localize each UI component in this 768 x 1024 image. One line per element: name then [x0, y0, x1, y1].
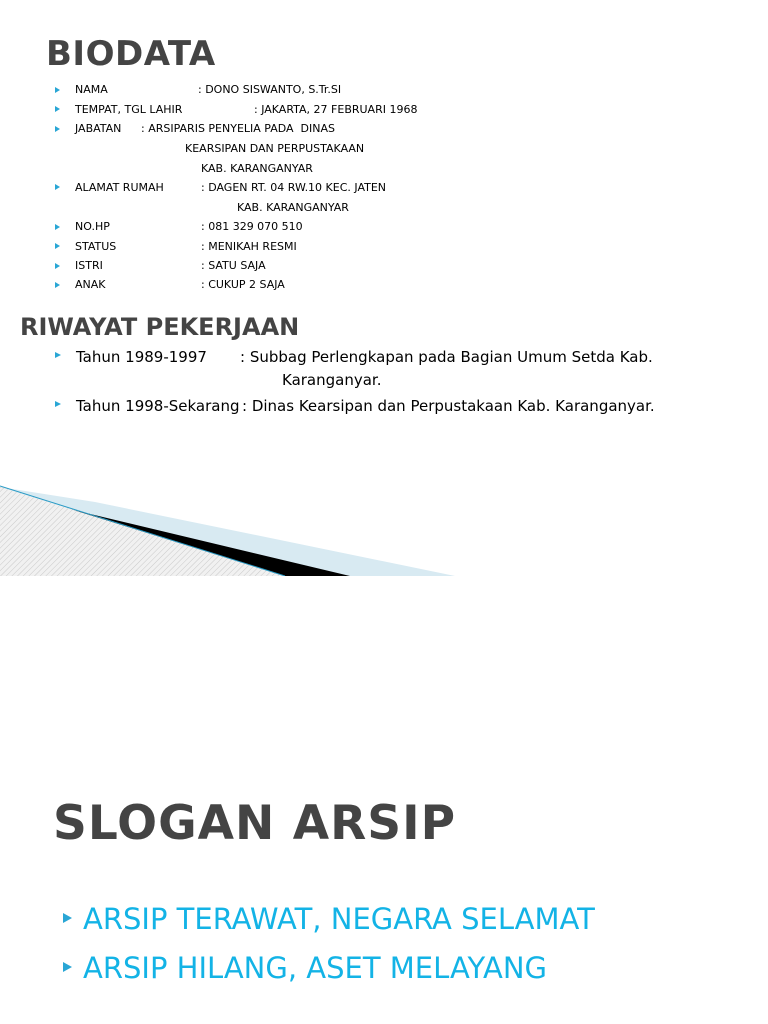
bio-value-jabatan-line2: KEARSIPAN DAN PERPUSTAKAAN [185, 142, 365, 155]
bullet-icon [55, 184, 60, 190]
bullet-icon [55, 87, 60, 93]
bio-label-jabatan: JABATAN [75, 122, 122, 135]
slogan-item-1: ARSIP TERAWAT, NEGARA SELAMAT [83, 902, 595, 936]
bullet-icon [63, 913, 72, 923]
riwayat-text-2: : Dinas Kearsipan dan Perpustakaan Kab. Karanganyar. [242, 397, 655, 415]
bullet-icon [55, 106, 60, 112]
slogan-slide [0, 576, 768, 1024]
bio-value-status: : MENIKAH RESMI [201, 240, 297, 253]
bio-value-anak: : CUKUP 2 SAJA [201, 278, 285, 291]
bullet-icon [63, 962, 72, 972]
slogan-title: SLOGAN ARSIP [53, 796, 457, 851]
bio-label-nohp: NO.HP [75, 220, 110, 233]
bullet-icon [55, 243, 60, 249]
bio-value-jabatan-line3: KAB. KARANGANYAR [201, 162, 313, 175]
bullet-icon [55, 224, 60, 230]
bio-value-alamat: : DAGEN RT. 04 RW.10 KEC. JATEN [201, 181, 387, 194]
biodata-title: BIODATA [46, 34, 216, 74]
bio-label-nama: NAMA [75, 83, 108, 96]
bullet-icon [55, 401, 61, 407]
bio-label-anak: ANAK [75, 278, 106, 291]
riwayat-text-1: : Subbag Perlengkapan pada Bagian Umum Setda Kab. [240, 348, 653, 366]
bio-value-ttl: : JAKARTA, 27 FEBRUARI 1968 [254, 103, 418, 116]
bio-label-ttl: TEMPAT, TGL LAHIR [75, 103, 183, 116]
slogan-item-2: ARSIP HILANG, ASET MELAYANG [83, 951, 547, 985]
bullet-icon [55, 263, 60, 269]
bullet-icon [55, 282, 60, 288]
riwayat-period-2: Tahun 1998-Sekarang [76, 397, 240, 415]
riwayat-period-1: Tahun 1989-1997 [76, 348, 207, 366]
bio-value-jabatan: : ARSIPARIS PENYELIA PADA DINAS [141, 122, 335, 135]
riwayat-text-1-cont: Karanganyar. [282, 371, 382, 389]
bio-value-nama: : DONO SISWANTO, S.Tr.SI [198, 83, 342, 96]
bio-label-alamat: ALAMAT RUMAH [75, 181, 164, 194]
decorative-swoosh [0, 480, 768, 576]
riwayat-title: RIWAYAT PEKERJAAN [20, 313, 300, 341]
bio-value-nohp: : 081 329 070 510 [201, 220, 303, 233]
bio-label-istri: ISTRI [75, 259, 103, 272]
bullet-icon [55, 352, 61, 358]
bio-value-alamat-line2: KAB. KARANGANYAR [237, 201, 349, 214]
bullet-icon [55, 126, 60, 132]
bio-label-status: STATUS [75, 240, 117, 253]
bio-value-istri: : SATU SAJA [201, 259, 266, 272]
biodata-list [0, 0, 768, 300]
